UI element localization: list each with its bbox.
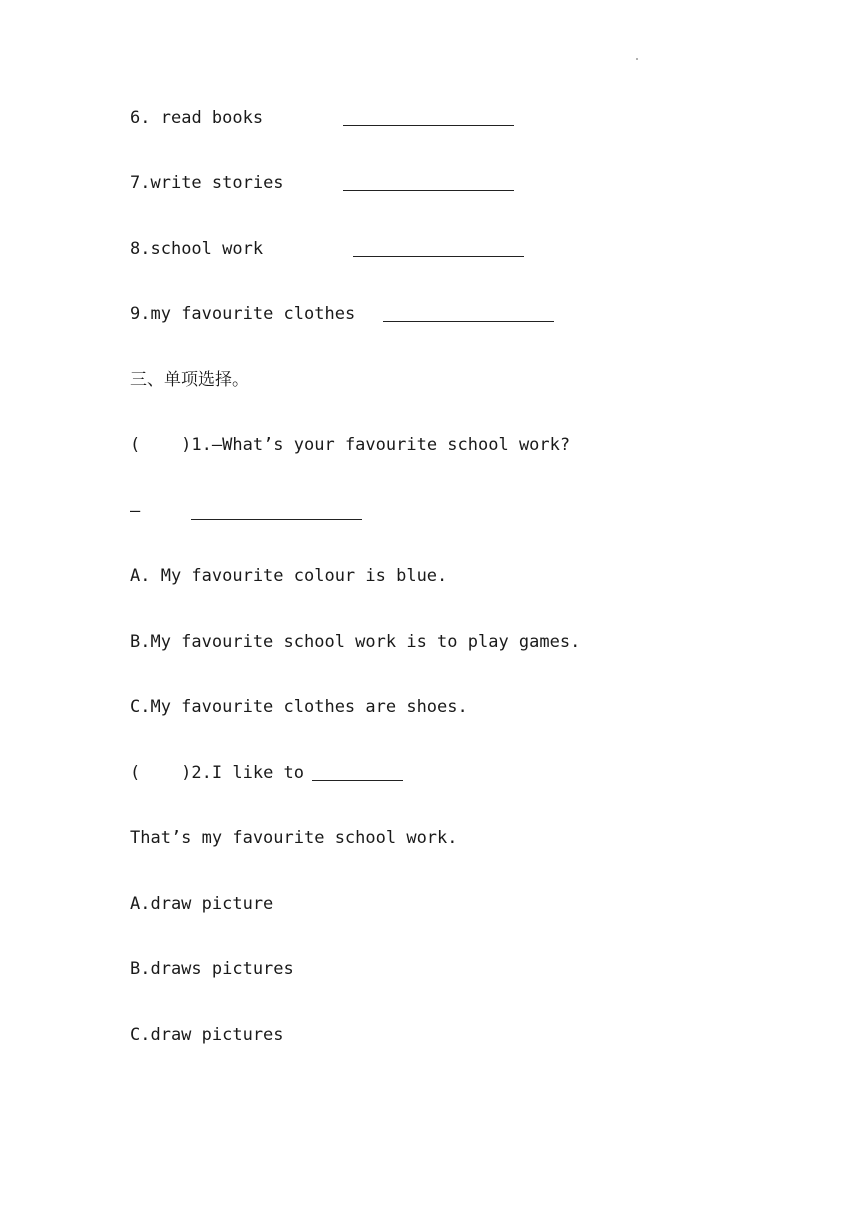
answer-paren[interactable]: ( ) — [130, 763, 192, 783]
question-1-option-c: C.My favourite clothes are shoes. — [130, 697, 468, 717]
question-2-stem — [130, 762, 304, 784]
question-1-answer-dash: — — [130, 501, 141, 521]
question-2-line2: That’s my favourite school work. — [130, 828, 458, 848]
question-1-stem — [130, 434, 570, 456]
answer-blank-8[interactable] — [353, 256, 524, 257]
question-1-option-a: A. My favourite colour is blue. — [130, 566, 448, 586]
answer-paren[interactable]: ( ) — [130, 435, 192, 455]
question-1-option-b: B.My favourite school work is to play games. — [130, 632, 581, 652]
phrase-item-9 — [130, 303, 355, 325]
section-title: 三、单项选择。 — [130, 370, 249, 390]
phrase-text: read books — [160, 108, 264, 128]
answer-blank-9[interactable] — [383, 321, 554, 322]
page-mark — [636, 58, 638, 60]
phrase-text: my favourite clothes — [150, 304, 356, 324]
question-2-option-c: C.draw pictures — [130, 1025, 284, 1045]
question-text: 1.—What’s your favourite school work? — [191, 435, 571, 455]
question-2-answer-blank[interactable] — [312, 780, 403, 781]
question-2-option-b: B.draws pictures — [130, 959, 294, 979]
question-2-option-a: A.draw picture — [130, 894, 274, 914]
answer-blank-7[interactable] — [343, 190, 514, 191]
phrase-item-6 — [130, 107, 263, 129]
phrase-number: 8. — [130, 239, 151, 259]
phrase-text: write stories — [150, 173, 284, 193]
phrase-number: 6. — [130, 108, 151, 128]
answer-blank-6[interactable] — [343, 125, 514, 126]
phrase-number: 9. — [130, 304, 151, 324]
phrase-number: 7. — [130, 173, 151, 193]
question-1-answer-blank[interactable] — [191, 519, 362, 520]
phrase-text: school work — [150, 239, 264, 259]
phrase-item-8 — [130, 238, 263, 260]
phrase-item-7 — [130, 172, 284, 194]
question-text: 2.I like to — [191, 763, 305, 783]
